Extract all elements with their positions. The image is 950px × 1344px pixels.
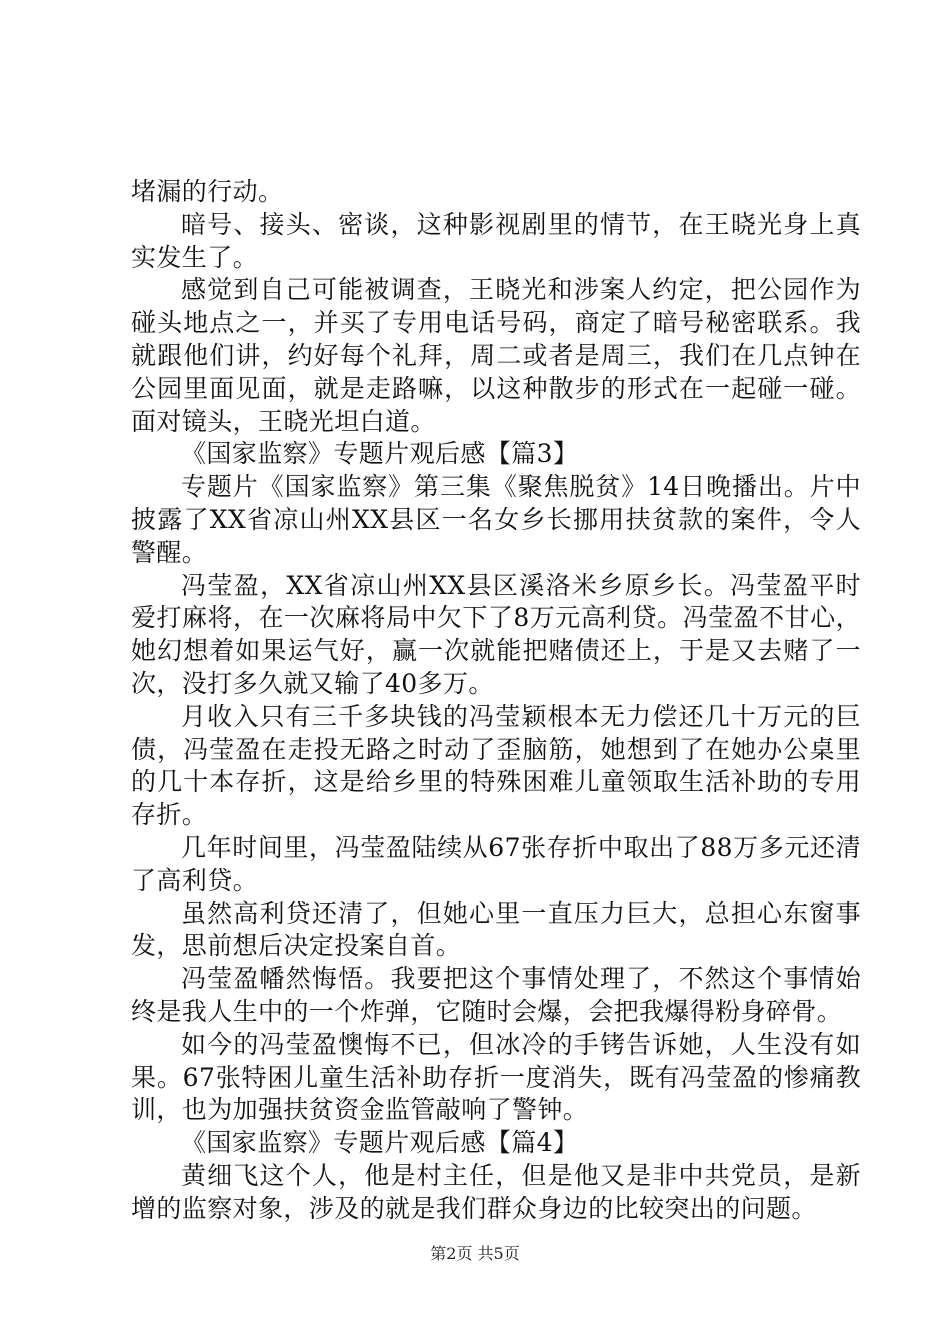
paragraph: 几年时间里，冯莹盈陆续从67张存折中取出了88万多元还清了高利贷。 — [131, 832, 861, 895]
section-heading: 《国家监察》专题片观后感【篇4】 — [181, 1128, 579, 1158]
paragraph: 如今的冯莹盈懊悔不已，但冰冷的手铐告诉她，人生没有如果。67张特困儿童生活补助存折一度消失，既有冯莹盈的惨痛教训，也为加强扶贫资金监管敲响了警钟。 — [131, 1029, 861, 1125]
section-heading: 《国家监察》专题片观后感【篇3】 — [181, 439, 579, 469]
paragraph: 月收入只有三千多块钱的冯莹颖根本无力偿还几十万元的巨债，冯莹盈在走投无路之时动了歪脑筋，她想到了在她办公桌里的几十本存折，这是给乡里的特殊困难儿童领取生活补助的专用存折。 — [131, 701, 861, 830]
paragraph: 专题片《国家监察》第三集《聚焦脱贫》14日晚播出。片中披露了XX省凉山州XX县区一名女乡长挪用扶贫款的案件，令人警醒。 — [131, 472, 861, 567]
paragraph: 堵漏的行动。 — [131, 177, 284, 206]
paragraph: 虽然高利贷还清了，但她心里一直压力巨大，总担心东窗事发，思前想后决定投案自首。 — [131, 898, 861, 961]
document-body — [131, 176, 861, 1226]
paragraph: 暗号、接头、密谈，这种影视剧里的情节，在王晓光身上真实发生了。 — [131, 209, 861, 272]
paragraph: 冯莹盈，XX省凉山州XX县区溪洛米乡原乡长。冯莹盈平时爱打麻将，在一次麻将局中欠下了8万元高利贷。冯莹盈不甘心，她幻想着如果运气好，赢一次就能把赌债还上，于是又去赌了一次，没打多久就又输了40多万。 — [131, 570, 861, 698]
page-number: 第2页 共5页 — [430, 1244, 520, 1263]
paragraph: 冯莹盈幡然悔悟。我要把这个事情处理了，不然这个事情始终是我人生中的一个炸弹，它随时会爆，会把我爆得粉身碎骨。 — [131, 964, 861, 1026]
paragraph: 感觉到自己可能被调查，王晓光和涉案人约定，把公园作为碰头地点之一，并买了专用电话号码，商定了暗号秘密联系。我就跟他们讲，约好每个礼拜，周二或者是周三，我们在几点钟在公园里面见面，就是走路嘛，以这种散步的形式在一起碰一碰。面对镜头，王晓光坦白道。 — [131, 275, 861, 436]
paragraph: 黄细飞这个人，他是村主任，但是他又是非中共党员，是新增的监察对象，涉及的就是我们群众身边的比较突出的问题。 — [131, 1160, 861, 1223]
